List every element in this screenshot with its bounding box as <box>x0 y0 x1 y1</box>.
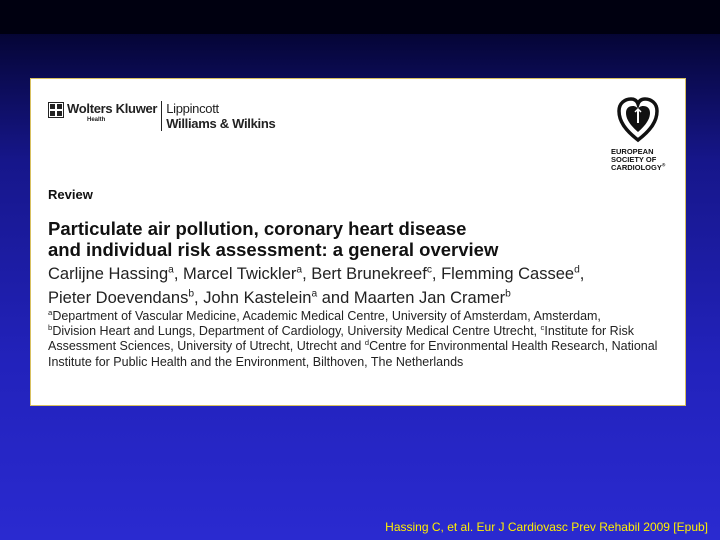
author-list <box>48 262 673 310</box>
author-affiliation-mark: b <box>188 288 195 300</box>
title-line-1: Particulate air pollution, coronary heart disease <box>48 218 467 239</box>
author-separator: , <box>302 265 312 283</box>
affiliation-text: Centre for Environmental Health Research, National Institute for Public Health and the Environment, Bilthoven, The Netherlands <box>48 339 658 369</box>
author-name: John Kastelein <box>203 289 312 307</box>
publisher-logo <box>48 101 275 131</box>
author <box>311 265 432 283</box>
society-logo <box>607 97 671 172</box>
logo-divider <box>161 101 162 131</box>
author <box>48 265 174 283</box>
heart-icon <box>617 97 671 148</box>
author-name: Bert Brunekreef <box>311 265 427 283</box>
registered-mark: ® <box>661 162 666 168</box>
author-name: Carlijne Hassing <box>48 265 169 283</box>
author <box>441 265 580 283</box>
title-line-2: and individual risk assessment: a general overview <box>48 239 499 260</box>
author-name: Marcel Twickler <box>183 265 297 283</box>
partner-line-2: Williams & Wilkins <box>166 116 276 131</box>
society-line-1: EUROPEAN <box>611 147 654 156</box>
society-line-3 <box>611 164 671 172</box>
author <box>203 289 317 307</box>
society-name <box>611 148 671 172</box>
author-name: Maarten Jan Cramer <box>353 289 506 307</box>
author-affiliation-mark: a <box>168 264 174 276</box>
article-title <box>48 218 668 260</box>
affiliation-text: Department of Vascular Medicine, Academic Medical Centre, University of Amsterdam, Amsterdam, <box>52 309 601 323</box>
partner-line-1: Lippincott <box>166 101 219 116</box>
wolters-kluwer-icon <box>48 102 64 118</box>
affiliation-text: Institute for Risk Assessment Sciences, University of Utrecht, Utrecht and <box>48 324 634 354</box>
society-line-2: SOCIETY OF <box>611 155 657 164</box>
author-affiliation-mark: a <box>311 288 318 300</box>
affiliation-a <box>48 309 673 324</box>
top-band <box>0 0 720 34</box>
article-page <box>30 78 686 406</box>
section-label: Review <box>48 187 93 202</box>
author-affiliation-mark: a <box>296 264 303 276</box>
author-affiliation-mark: d <box>574 264 580 276</box>
affiliations <box>48 309 673 370</box>
publisher-name: Wolters Kluwer <box>67 101 158 116</box>
author-affiliation-mark: b <box>505 288 511 300</box>
author-separator: and <box>317 289 354 307</box>
society-line-3-text: CARDIOLOGY <box>611 163 662 172</box>
citation: Hassing C, et al. Eur J Cardiovasc Prev Rehabil 2009 [Epub] <box>385 520 708 534</box>
author <box>183 265 302 283</box>
author-affiliation-mark: c <box>426 264 432 276</box>
author-separator: , <box>579 265 585 283</box>
author <box>48 289 194 307</box>
author-name: Pieter Doevendans <box>48 289 189 307</box>
author-separator: , <box>173 265 183 283</box>
affiliation-text: Division Heart and Lungs, Department of Cardiology, University Medical Centre Utrecht, <box>52 324 541 339</box>
partner-logo <box>166 101 275 131</box>
affiliation-bcd <box>48 324 673 370</box>
author-separator: , <box>431 265 442 283</box>
author-name: Flemming Cassee <box>441 265 575 283</box>
author-separator: , <box>194 289 204 307</box>
affiliation-mark: d <box>364 338 370 348</box>
affiliation-mark: a <box>48 307 53 317</box>
affiliation-mark: c <box>540 323 545 333</box>
publisher-subname: Health <box>87 117 106 123</box>
affiliation-mark: b <box>48 323 53 333</box>
author <box>354 289 511 307</box>
